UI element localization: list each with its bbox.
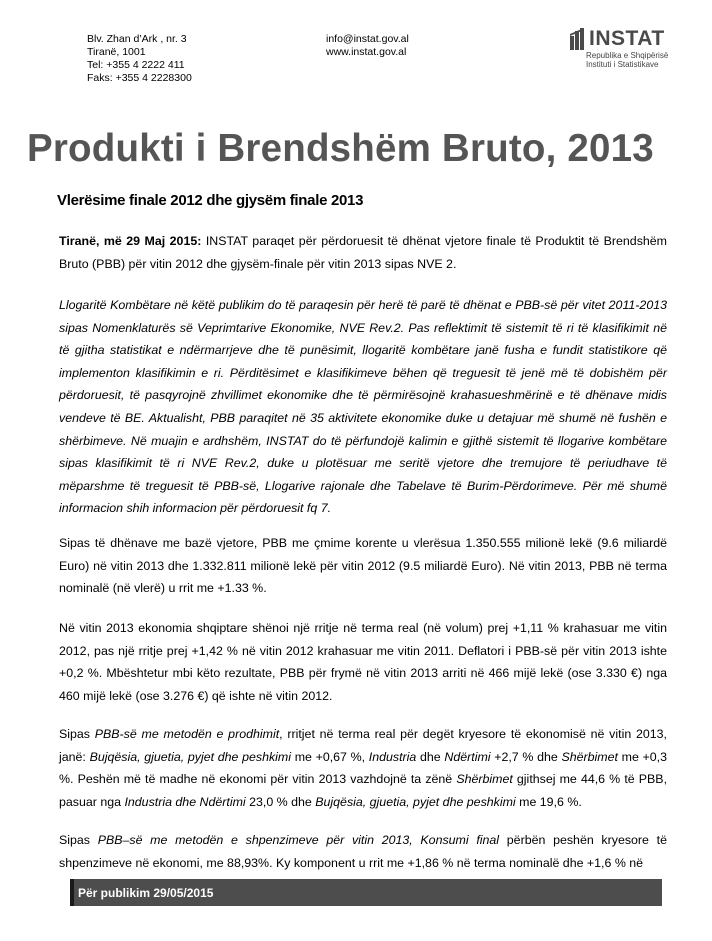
website-link[interactable]: www.instat.gov.al xyxy=(326,46,407,58)
text-span: gjithsej me 44,6 % të PBB, pasuar nga xyxy=(59,772,668,809)
text-span: Sipas xyxy=(59,833,98,847)
phone-number: Tel: +355 4 2222 411 xyxy=(87,59,185,71)
text-span-italic: Industria dhe Ndërtimi xyxy=(124,794,246,809)
contact-block xyxy=(326,33,409,59)
address-line: Blv. Zhan d’Ark , nr. 3 xyxy=(87,33,187,45)
paragraph-expenditure-method xyxy=(59,829,667,874)
text-span-italic: Shërbimet xyxy=(456,772,513,787)
text-span: +2,7 % dhe xyxy=(490,749,562,764)
text-span-italic: PBB-së me metodën e prodhimit xyxy=(94,727,280,741)
text-span-italic: PBB–së me metodën e shpenzimeve për vitin 2013, Konsumi final xyxy=(97,833,500,847)
instat-emblem-icon xyxy=(570,28,588,50)
page-subtitle: Vlerësime finale 2012 dhe gjysëm finale 2013 xyxy=(57,192,364,209)
address-city: Tiranë, 1001 xyxy=(87,46,146,58)
text-span: përbën peshën kryesore të shpenzimeve në ekonomi, me 88,93%. Ky komponent u rrit me +1,86 % në terma nominalë dhe +1,6 % në xyxy=(59,833,667,870)
logo-subtitle-line1: Republika e Shqipërisë xyxy=(586,51,669,60)
paragraph-growth: Në vitin 2013 ekonomia shqiptare shënoi një rritje në terma real (në volum) prej +1,11 % krahasuar me vitin 2012, pas një rritje prej +1,42 % në vitin 2012 krahasuar me vitin 2011. Deflatori i PBB-së për vitin 2013 ishte +0,2 %. Mbështetur mbi këto rezultate, PBB për frymë në vitin 2013 arriti në 466 mijë lekë (ose 3.330 €) nga 460 mijë lekë (ose 3.276 €) që ishte në vitin 2012. xyxy=(59,621,667,703)
text-span-italic: Ndërtimi xyxy=(444,749,491,764)
text-span: , rritjet në terma real për degët kryesore të ekonomisë në vitin 2013, janë: xyxy=(59,727,667,764)
instat-logo xyxy=(570,27,670,69)
paragraph-gdp-value: Sipas të dhënave me bazë vjetore, PBB me çmime korente u vlerësua 1.350.555 milionë lekë (9.6 miliardë Euro) në vitin 2013 dhe 1.332.811 milionë lekë për vitin 2012 (9.5 miliardë Euro). Në vitin 2013, PBB në terma nominalë (në vlerë) u rrit me +1.33 %. xyxy=(59,536,667,596)
text-span-italic: Bujqësia, gjuetia, pyjet dhe peshkimi xyxy=(89,749,291,764)
text-span-italic: Industria xyxy=(368,749,417,764)
intro-text: INSTAT paraqet për përdoruesit të dhënat vjetore finale të Produktit të Brendshëm Bruto (PBB) për vitin 2012 dhe gjysëm-finale për vitin 2013 sipas NVE 2. xyxy=(59,234,667,271)
logo-subtitle-line2: Instituti i Statistikave xyxy=(586,60,659,69)
paragraph-classification: Llogaritë Kombëtare në këtë publikim do të paraqesin për herë të parë të dhënat e PBB-së për vitet 2011-2013 sipas Nomenklaturës së Veprimtarive Ekonomike, NVE Rev.2. Pas reflektimit të sistemit të ri të klasifikimit në të gjitha statistikat e ndërmarrjeve dhe të punësimit, llogaritë kombëtare janë fusha e fundit statistikore që implementon klasifikimin e ri. Përditësimet e klasifikimeve bëhen që treguesit të jenë më të dobishëm për përdoruesit, të pasqyrojnë zhvillimet ekonomike dhe të përmirësojnë krahasueshmërinë e të dhënave midis vendeve të BE. Aktualisht, PBB paraqitet në 35 aktivitete ekonomike duke u detajuar më shumë në fushën e shërbimeve. Në muajin e ardhshëm, INSTAT do të përfundojë kalimin e gjithë sistemit të llogarive kombëtare sipas klasifikimit të ri NVE Rev.2, duke u plotësuar me seritë vjetore dhe tremujore të periudhave të mëparshme të treguesit të PBB-së, Llogarive rajonale dhe Tabelave të Burim-Përdorimeve. Për më shumë informacion shih informacion për përdoruesit fq 7. xyxy=(59,298,667,516)
page-title: Produkti i Brendshëm Bruto, 2013 xyxy=(27,127,654,170)
text-span: me +0,3 %. Peshën më të madhe në ekonomi për vitin 2013 vazhdojnë ta zënë xyxy=(59,749,667,787)
text-span: Sipas xyxy=(59,727,95,741)
paragraph-intro xyxy=(59,230,667,275)
logo-wordmark: INSTAT xyxy=(589,27,665,50)
publication-date: Për publikim 29/05/2015 xyxy=(78,886,214,900)
text-span: dhe xyxy=(416,749,445,764)
text-span: 23,0 % dhe xyxy=(245,794,316,809)
text-span: me 19,6 %. xyxy=(515,794,582,809)
text-span-italic: Bujqësia, gjuetia, pyjet dhe peshkimi xyxy=(315,794,516,809)
publication-footer xyxy=(70,879,662,906)
address-block xyxy=(87,33,192,85)
text-span-italic: Shërbimet xyxy=(561,749,618,764)
email-link[interactable]: info@instat.gov.al xyxy=(326,33,409,45)
logo-subtitle xyxy=(586,51,670,69)
text-span: me +0,67 %, xyxy=(291,749,369,764)
dateline: Tiranë, më 29 Maj 2015: xyxy=(59,234,202,248)
fax-number: Faks: +355 4 2228300 xyxy=(87,72,192,84)
paragraph-production-method xyxy=(59,723,667,813)
